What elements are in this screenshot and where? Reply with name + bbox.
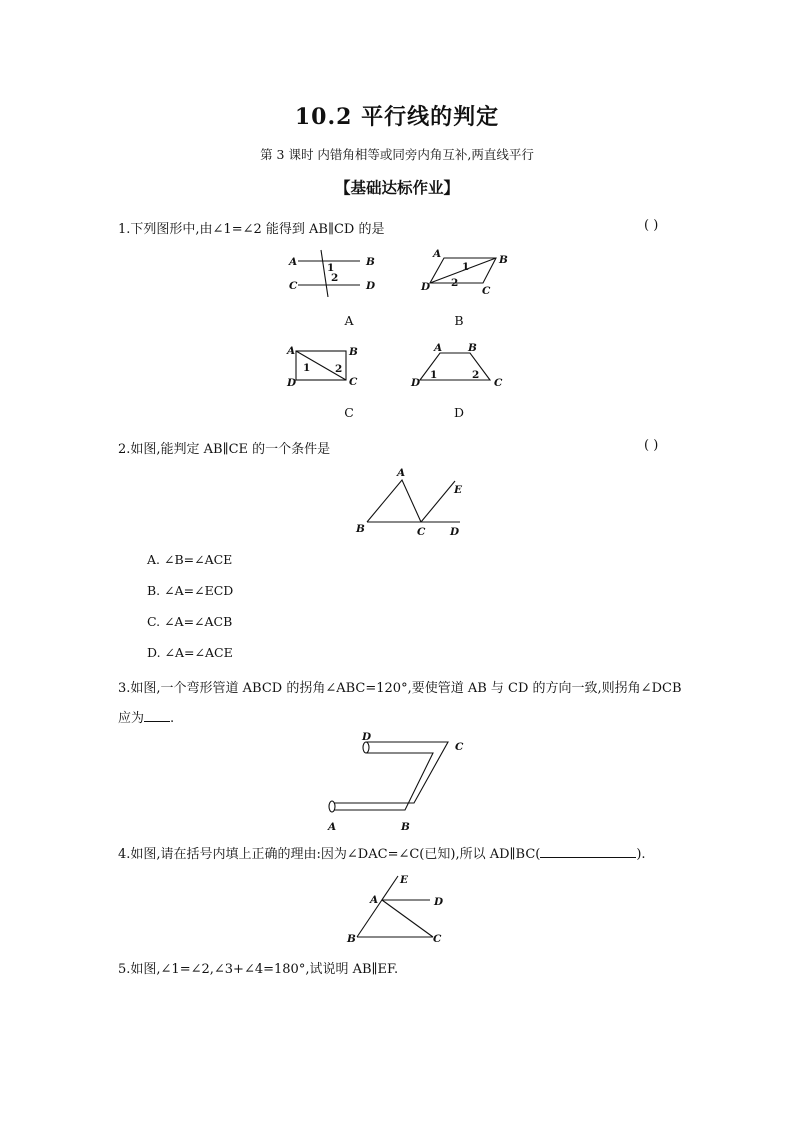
q4-label-e: E bbox=[400, 874, 409, 886]
q1a-label-b: B bbox=[366, 256, 375, 268]
q1a-angle-2: 2 bbox=[331, 272, 339, 284]
q3-line2-prefix: 应为 bbox=[118, 711, 145, 726]
q2-label-c: C bbox=[417, 526, 426, 538]
question-1-answer-paren: ( ) bbox=[644, 218, 659, 233]
q1c-angle-1: 1 bbox=[303, 362, 311, 374]
q4-label-c: C bbox=[433, 933, 442, 945]
q1-caption-b: B bbox=[454, 313, 464, 328]
q1b-angle-1: 1 bbox=[462, 261, 470, 273]
lesson-subtitle: 第 3 课时 内错角相等或同旁内角互补,两直线平行 bbox=[260, 147, 534, 162]
question-3-stem-line1: 3.如图,一个弯形管道 ABCD 的拐角∠ABC=120°,要使管道 AB 与 CD 的方向一致,则拐角∠DCB bbox=[118, 681, 682, 696]
q2-option-a: A. ∠B=∠ACE bbox=[147, 552, 233, 567]
q1a-angle-1: 1 bbox=[327, 262, 335, 274]
q2-option-c: C. ∠A=∠ACB bbox=[147, 614, 233, 629]
q3-label-d: D bbox=[362, 731, 372, 743]
q1a-label-a: A bbox=[289, 256, 298, 268]
question-2-stem: 2.如图,能判定 AB∥CE 的一个条件是 bbox=[118, 442, 331, 457]
q1-figure-a bbox=[280, 245, 380, 297]
q4-label-d: D bbox=[434, 896, 444, 908]
q1b-label-d: D bbox=[421, 281, 431, 293]
q1c-angle-2: 2 bbox=[335, 363, 343, 375]
q2-label-b: B bbox=[356, 523, 365, 535]
q1c-label-a: A bbox=[287, 345, 296, 357]
q1d-label-b: B bbox=[468, 342, 477, 354]
q1b-angle-2: 2 bbox=[451, 277, 459, 289]
section-heading: 【基础达标作业】 bbox=[334, 178, 459, 197]
page-title: 10.2 平行线的判定 bbox=[294, 104, 500, 130]
q1d-label-c: C bbox=[494, 377, 503, 389]
question-4-stem bbox=[118, 843, 646, 862]
q1a-label-d: D bbox=[366, 280, 376, 292]
q1a-label-c: C bbox=[289, 280, 298, 292]
q1d-angle-2: 2 bbox=[472, 369, 480, 381]
q4-suffix: ). bbox=[636, 847, 646, 862]
q1-figure-b bbox=[418, 245, 508, 297]
q1b-label-a: A bbox=[433, 248, 442, 260]
q2-option-d: D. ∠A=∠ACE bbox=[147, 645, 233, 660]
q1d-label-a: A bbox=[434, 342, 443, 354]
q2-label-d: D bbox=[450, 526, 460, 538]
q1-caption-d: D bbox=[453, 405, 465, 420]
q4-figure bbox=[342, 870, 454, 946]
q1b-label-b: B bbox=[499, 254, 508, 266]
q3-label-b: B bbox=[401, 821, 410, 833]
q4-answer-blank[interactable] bbox=[540, 845, 636, 858]
q1c-label-b: B bbox=[349, 346, 358, 358]
q1c-label-d: D bbox=[287, 377, 297, 389]
q4-label-a: A bbox=[370, 894, 379, 906]
q1b-label-c: C bbox=[482, 285, 491, 297]
question-5-stem: 5.如图,∠1=∠2,∠3+∠4=180°,试说明 AB∥EF. bbox=[118, 962, 399, 977]
q3-label-a: A bbox=[328, 821, 337, 833]
question-1-stem: 1.下列图形中,由∠1=∠2 能得到 AB∥CD 的是 bbox=[118, 222, 385, 237]
question-3-stem-line2 bbox=[118, 707, 174, 726]
q3-line2-suffix: . bbox=[170, 711, 175, 726]
q1-figure-c bbox=[282, 340, 364, 392]
q2-figure bbox=[350, 462, 470, 540]
q2-label-a: A bbox=[397, 467, 406, 479]
q2-label-e: E bbox=[454, 484, 463, 496]
q1-caption-c: C bbox=[344, 405, 354, 420]
q1-figure-d bbox=[408, 340, 508, 392]
question-2-answer-paren: ( ) bbox=[644, 438, 659, 453]
q4-prefix: 4.如图,请在括号内填上正确的理由:因为∠DAC=∠C(已知),所以 AD∥BC( bbox=[118, 847, 541, 862]
q1d-angle-1: 1 bbox=[430, 369, 438, 381]
q2-option-b: B. ∠A=∠ECD bbox=[147, 583, 234, 598]
q3-label-c: C bbox=[455, 741, 464, 753]
q3-pipe-figure bbox=[320, 728, 470, 836]
q1d-label-d: D bbox=[411, 377, 421, 389]
q1c-label-c: C bbox=[349, 376, 358, 388]
q1-caption-a: A bbox=[344, 313, 354, 328]
q4-label-b: B bbox=[347, 933, 356, 945]
q3-answer-blank[interactable] bbox=[144, 709, 170, 722]
